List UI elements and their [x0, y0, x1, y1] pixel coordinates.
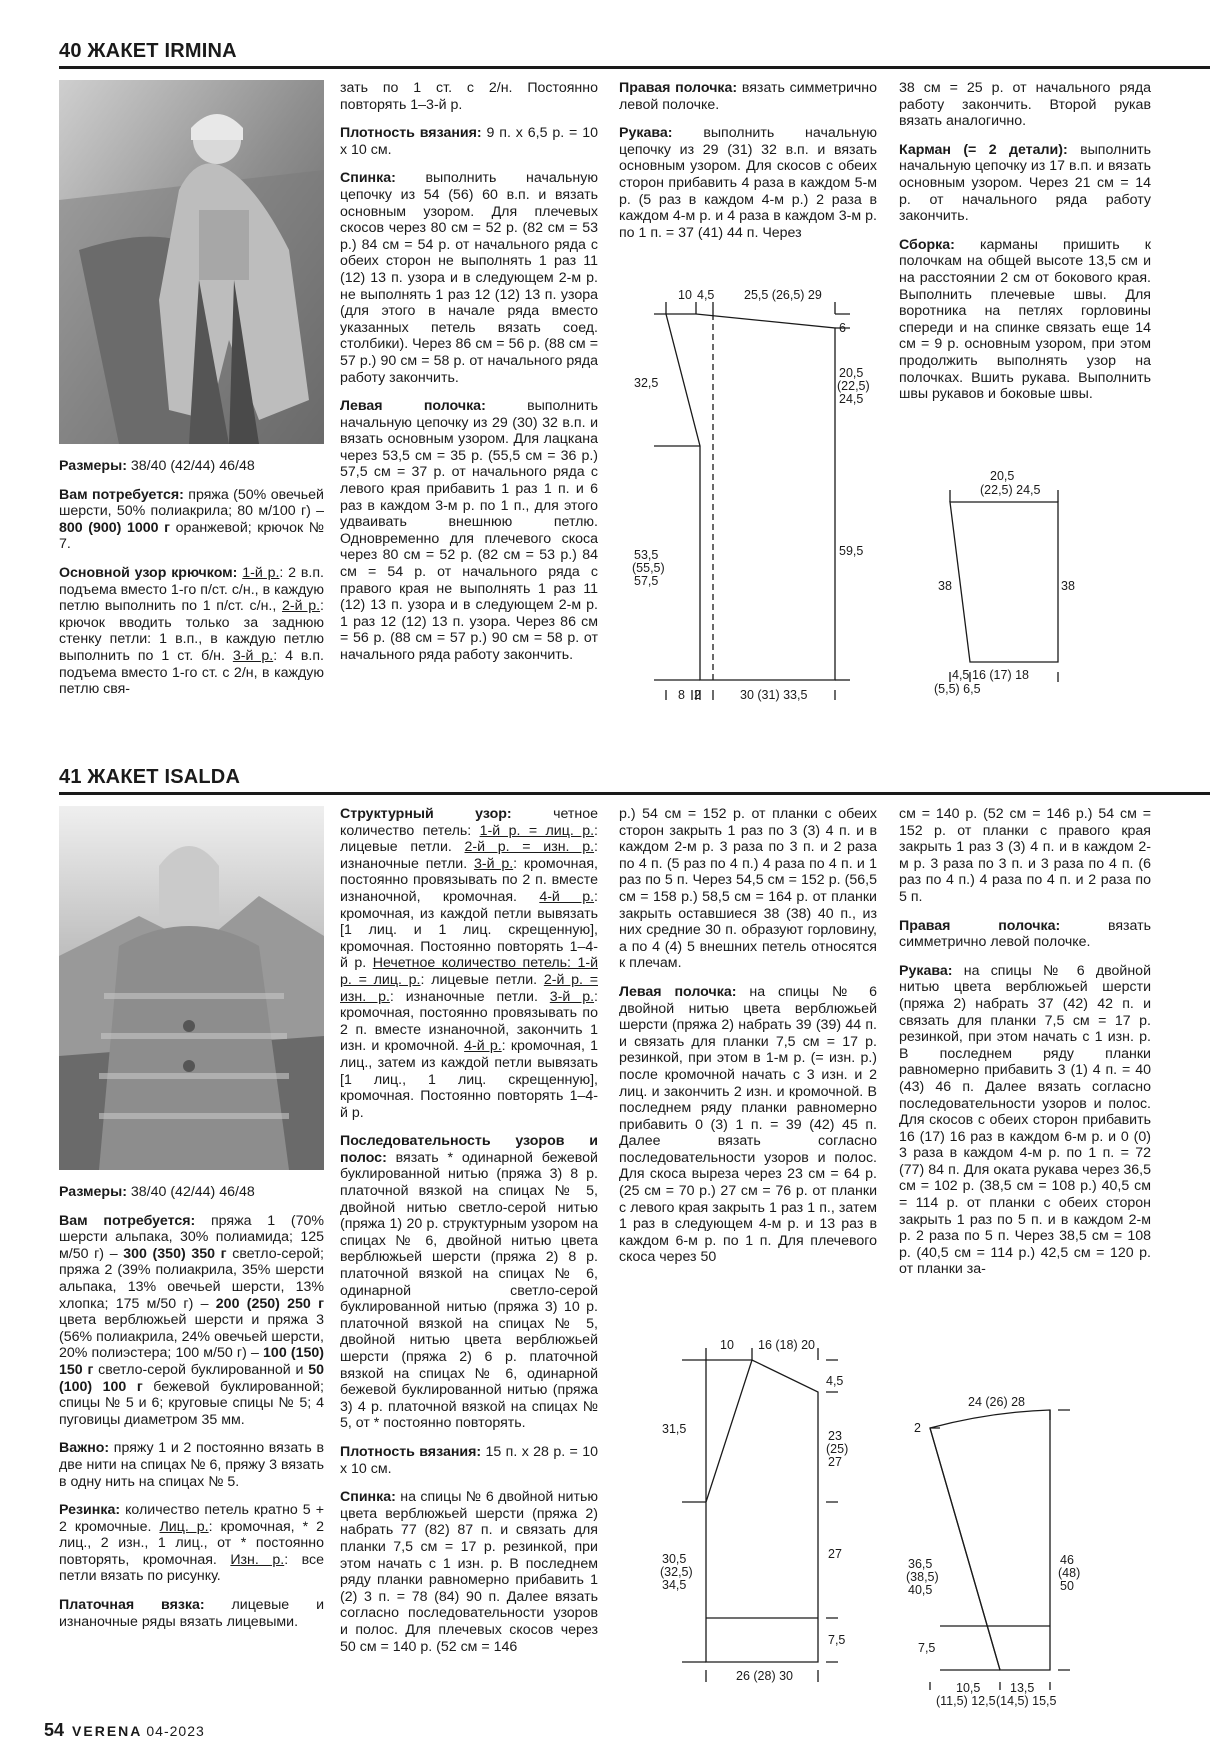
d4-label-36-5: 36,5 — [908, 1557, 933, 1571]
d4-label-46: 46 — [1060, 1553, 1074, 1567]
section-rule-41 — [59, 792, 1210, 795]
isalda-col-4: см = 140 р. (52 см = 146 р.) 54 см = 152 р. от планки с правого края закрыть 1 раз 3 (3) 4 п. и в каждом 2-м р. 3 раза по 3 п. и 3 раза по 4 п. (6 раз по 4 п.) 4 раза по 4 п. и 2 раза по 5 п. Правая полочка: вязать симметрично левой полочке. Рукава: на спицы № 6 двойной нитью цвета верблюжьей шерсти (пряжа 2) набрать 37 (42) 42 п. и связать для планки 7,5 см = 17 р. резинкой, при этом начать с 1 изн. р. В последнем ряду планки равномерно прибавить 3 (1) 4 п. = 40 (43) 46 п. Далее вязать согласно последовательности узоров и полос. Для скосов с обеих сторон прибавить 16 (17) 16 раз в каждом 6-м р. и 0 (0) 3 раза в каждом 4-м р. по 1 п. = 72 (77) 84 п. Для оката рукава через 36,5 см = 102 р. (38,5 см = 108 р.) 40,5 см = 114 р. от планки с обеих сторон закрыть 1 раз по 5 п. и в каждом 2-м р. 2 раза по 5 п. Через 38,5 см = 108 р. (40,5 см = 114 р.) 42,5 см = 120 р. от планки за- — [899, 806, 1151, 1278]
isalda-col-3: р.) 54 см = 152 р. от планки с обеих сторон закрыть 1 раз по 3 (3) 4 п. и в каждом 2-м р. 3 раза по 3 п. и 2 раза по 4 п. (5 раз по 4 п.) 4 раза по 4 п. и 1 раз по 5 п. Через 54,5 см = 152 р. (56,5 см = 158 р.) 58,5 см = 164 р. от планки закрыть оставшиеся 38 (38) 40 п., из них средние 30 п. образуют горловину, а по 4 (4) 5 внешних петель относятся к плечам. Левая полочка: на спицы № 6 двойной нитью цвета верблюжьей шерсти (пряжа 2) набрать 39 (39) 44 п. и связать для планки 7,5 см = 17 р. резинкой, при этом в 1-м р. (= изн. р.) после кромочной начать с 3 изн. и 2 лиц. и закончить 2 изн. и кромочной. В последнем ряду планки равномерно прибавить 0 (3) 1 п. = 39 (42) 45 п. Далее вязать согласно последовательности узоров и полос. Для скоса выреза через 23 см = 64 р. (25 см = 70 р.) 27 см = 76 р. от планки с левого края закрыть 1 раз 1 п., затем 1 раз в следующем 4-м р. и 13 раз в каждом 6-м р. по 1 п. Для плечевого скоса через 50 — [619, 806, 877, 1266]
isalda-front-schematic — [640, 1330, 900, 1730]
jacket-irmina-photo — [59, 80, 324, 444]
d3-label-4-5: 4,5 — [826, 1374, 844, 1388]
d3-label-27: 27 — [828, 1547, 842, 1561]
irmina-sleeve-schematic — [934, 460, 1080, 700]
d4-label-7-5: 7,5 — [918, 1641, 936, 1655]
d1-label-59-5: 59,5 — [839, 544, 864, 558]
d4-label-24: 24 (26) 28 — [968, 1395, 1025, 1409]
d4-label-38-5: (38,5) — [906, 1570, 939, 1584]
irmina-col-1: Размеры: 38/40 (42/44) 46/48 Вам потребуется: пряжа (50% овечьей шерсти, 50% полиакрила; 80 м/100 г) – 800 (900) 1000 г оранжевой; крючок № 7. Основной узор крючком: 1-й р.: 2 в.п. подъема вместо 1-го п/ст. с/н., в каждую петлю выполнить по 1 п/ст. с/н., 2-й р.: крючок вводить только за заднюю стенку петли: 1 в.п., в каждую петлю выполнить по 1 ст. б/н. 3-й р.: 4 в.п. подъема вместо 1-го ст. с 2/н, в каждую петлю свя- — [59, 458, 325, 698]
d4-label-2: 2 — [914, 1421, 921, 1435]
d4-label-14-5: (14,5) 15,5 — [996, 1694, 1057, 1708]
d1-label-22-5: (22,5) — [837, 379, 870, 393]
d4-label-50: 50 — [1060, 1579, 1074, 1593]
d3-label-10: 10 — [720, 1338, 734, 1352]
d3-label-25: (25) — [826, 1442, 849, 1456]
d4-label-40-5: 40,5 — [908, 1583, 933, 1597]
irmina-col-2: зать по 1 ст. с 2/н. Постоянно повторять 1–3-й р. Плотность вязания: 9 п. х 6,5 р. = 10 х 10 см. Спинка: выполнить начальную цепочку из 54 (56) 60 в.п. и вязать основным узором. Для плечевых скосов через 80 см = 52 р. (82 см = 53 р.) 84 см = 54 р. от начального ряда с обеих сторон не выполнять 1 раз 11 (12) 13 п. узора и в следующем 2-м р. не выполнять 1 раз 12 (12) 13 п. узора (для этого в начале ряда вместо указанных петель вязать соед. столбики). Через 86 см = 56 р. (88 см = 57 р.) 90 см = 58 р. от начального ряда работу закончить. Левая полочка: выполнить начальную цепочку из 29 (30) 32 в.п. и вязать основным узором. Для лацкана через 53,5 см = 35 р. (55,5 см = 36 р.) 57,5 см = 37 р. от начального ряда с левого края прибавить 1 раз 1 п. и 6 раз в каждом 3-м р. по 1 п., для этого удваивать внешнюю петлю. Одновременно для плечевого скоса через 80 см = 52 р. (82 см = 53 р.) 84 см = 54 р. от начального ряда с правого края не выполнять 1 раз 11 (12) 13 п. узора и в следующем 2-м р. 1 раз 12 (12) 13 п. узора. Через 86 см = 56 р. (88 см = 57 р.) 90 см = 58 р. от начального ряда работу закончить. — [340, 80, 598, 663]
d2-label-4-5: 4,5 — [952, 668, 970, 682]
d1-label-24-5: 24,5 — [839, 392, 864, 406]
d4-label-13-5: 13,5 — [1010, 1681, 1035, 1695]
isalda-col-1: Размеры: 38/40 (42/44) 46/48 Вам потребуется: пряжа 1 (70% шерсти альпака, 30% полиамида; 125 м/50 г) – 300 (350) 350 г светло-серой; пряжа 2 (39% полиакрила, 35% шерсти альпака, 13% овечьей шерсти, 13% хлопка; 175 м/50 г) – 200 (250) 250 г цвета верблюжьей шерсти и пряжа 3 (56% полиакрила, 24% овечьей шерсти, 20% полиэстера; 100 м/50 г) – 100 (150) 150 г светло-серой буклированной и 50 (100) 100 г бежевой буклированной; спицы № 5 и 6; круговые спицы № 5; 4 пуговицы диаметром 35 мм. Важно: пряжу 1 и 2 постоянно вязать в две нити на спицах № 6, пряжу 3 вязать в одну нить на спицах № 5. Резинка: количество петель кратно 5 + 2 кромочные. Лиц. р.: кромочная, * 2 лиц., 2 изн., 1 лиц., от * постоянно повторять, кромочная. Изн. р.: все петли вязать по рисунку. Платочная вязка: лицевые и изнаночные ряды вязать лицевыми. — [59, 1184, 325, 1630]
d2-label-20-5: 20,5 — [990, 469, 1015, 483]
issue-number: 04-2023 — [146, 1723, 205, 1739]
d1-label-32-5: 32,5 — [634, 376, 659, 390]
d3-label-34-5: 34,5 — [662, 1578, 687, 1592]
d3-label-16: 16 (18) 20 — [758, 1338, 815, 1352]
d1-label-30: 30 (31) 33,5 — [740, 688, 808, 702]
d1-label-10: 10 — [678, 288, 692, 302]
d2-label-38-left: 38 — [938, 579, 952, 593]
d2-label-38-right: 38 — [1061, 579, 1075, 593]
d1-label-55-5: (55,5) — [632, 561, 665, 575]
d4-label-10-5: 10,5 — [956, 1681, 981, 1695]
jacket-isalda-photo — [59, 806, 324, 1170]
d3-label-32-5: (32,5) — [660, 1565, 693, 1579]
irmina-col-3: Правая полочка: вязать симметрично левой полочке. Рукава: выполнить начальную цепочку из 29 (31) 32 в.п. и вязать основным узором. Для скосов с обеих сторон прибавить 4 раза в каждом 5-м р. (5 раз в каждом 4-м р.) 2 раза в каждом 4-м р. и 4 раза в каждом 3-м р. по 1 п. = 37 (41) 44 п. Через — [619, 80, 878, 241]
page-number: 54 — [44, 1720, 65, 1740]
d1-label-4-5: 4,5 — [697, 288, 715, 302]
section-title-41: 41 ЖАКЕТ ISALDA — [59, 766, 241, 788]
magazine-name: VERENA — [72, 1723, 143, 1739]
d3-label-31-5: 31,5 — [662, 1422, 687, 1436]
isalda-col-2: Структурный узор: четное количество петель: 1-й р. = лиц. р.: лицевые петли. 2-й р. = изн. р.: изнаночные петли. 3-й р.: кромочная, постоянно провязывать по 2 п. вместе изнаночной, кромочная. 4-й р.: кромочная, из каждой петли вывязать [1 лиц. и 1 лиц. скрещенную], кромочная. Постоянно повторять 1–4-й р. Нечетное количество петель: 1-й р. = лиц. р.: лицевые петли. 2-й р. = изн. р.: изнаночные петли. 3-й р.: кромочная, постоянно провязывать по 2 п. вместе изнаночной, закончить 1 изн. и кромочной. 4-й р.: кромочная, 1 лиц., затем из каждой петли вывязать [1 лиц., 1 лиц. скрещенную], кромочная. Постоянно повторять 1–4-й р. Последовательность узоров и полос: вязать * одинарной бежевой буклированной нитью (пряжа 3) 8 р. платочной вязкой на спицах № 5, двойной нитью светло-серой нитью (пряжа 1) 20 р. структурным узором на спицах № 6, двойной нитью цвета верблюжьей шерсти (пряжа 2) 8 р. платочной вязкой на спицах № 6, одинарной светло-серой буклированной нитью (пряжа 3) 10 р. платочной вязкой на спицах № 5, двойной нитью цвета верблюжьей шерсти (пряжа 2) 6 р. платочной вязкой на спицах № 6, одинарной бежевой буклированной нитью (пряжа 3) 4 р. платочной вязкой на спицах № 5, от * постоянно повторять. Плотность вязания: 15 п. х 28 р. = 10 х 10 см. Спинка: на спицы № 6 двойной нитью цвета верблюжьей шерсти (пряжа 2) набрать 77 (82) 87 п. и связать для планки 7,5 см = 17 р. резинкой, при этом начать с 1 изн. р. В последнем ряду планки равномерно прибавить 1 (2) 3 п. = 78 (84) 90 п. Далее вязать согласно последовательности узоров и полос. Для плечевых скосов через 50 см = 140 р. (52 см = 146 — [340, 806, 598, 1655]
d1-label-8: 8 — [678, 688, 685, 702]
d4-label-48: (48) — [1058, 1566, 1081, 1580]
d1-label-6: 6 — [839, 321, 846, 335]
d2-label-16: 16 (17) 18 — [972, 668, 1029, 682]
irmina-body-schematic — [620, 280, 890, 710]
d1-label-25-5: 25,5 (26,5) 29 — [744, 288, 822, 302]
d1-label-57-5: 57,5 — [634, 574, 659, 588]
d1-label-2: 2 — [694, 688, 701, 702]
section-rule-40 — [59, 66, 1210, 69]
page-footer — [44, 1720, 205, 1741]
d4-label-11-5: (11,5) 12,5 — [936, 1694, 996, 1708]
d2-label-22-5: (22,5) 24,5 — [980, 483, 1041, 497]
irmina-col-4: 38 см = 25 р. от начального ряда работу закончить. Второй рукав вязать аналогично. Карман (= 2 детали): выполнить начальную цепочку из 17 в.п. и вязать основным узором. Через 21 см = 14 р. от начального ряда работу закончить. Сборка: карманы пришить к полочкам на общей высоте 13,5 см и на расстоянии 2 см от бокового края. Выполнить плечевые швы. Для воротника на петлях горловины спереди и на спинке связать еще 14 см = 9 р. основным узором, при этом продолжить выполнять узор на полочках. Вшить рукава. Выполнить швы рукавов и боковые швы. — [899, 80, 1151, 403]
d3-label-26: 26 (28) 30 — [736, 1669, 793, 1683]
d3-label-7-5: 7,5 — [828, 1633, 846, 1647]
d3-label-30-5: 30,5 — [662, 1552, 687, 1566]
d3-label-27a: 27 — [828, 1455, 842, 1469]
d1-label-20-5: 20,5 — [839, 366, 864, 380]
d1-label-53-5: 53,5 — [634, 548, 659, 562]
isalda-sleeve-schematic — [900, 1390, 1110, 1720]
section-title-40: 40 ЖАКЕТ IRMINA — [59, 40, 237, 62]
d2-label-5-5: (5,5) 6,5 — [934, 682, 981, 696]
d3-label-23: 23 — [828, 1429, 842, 1443]
